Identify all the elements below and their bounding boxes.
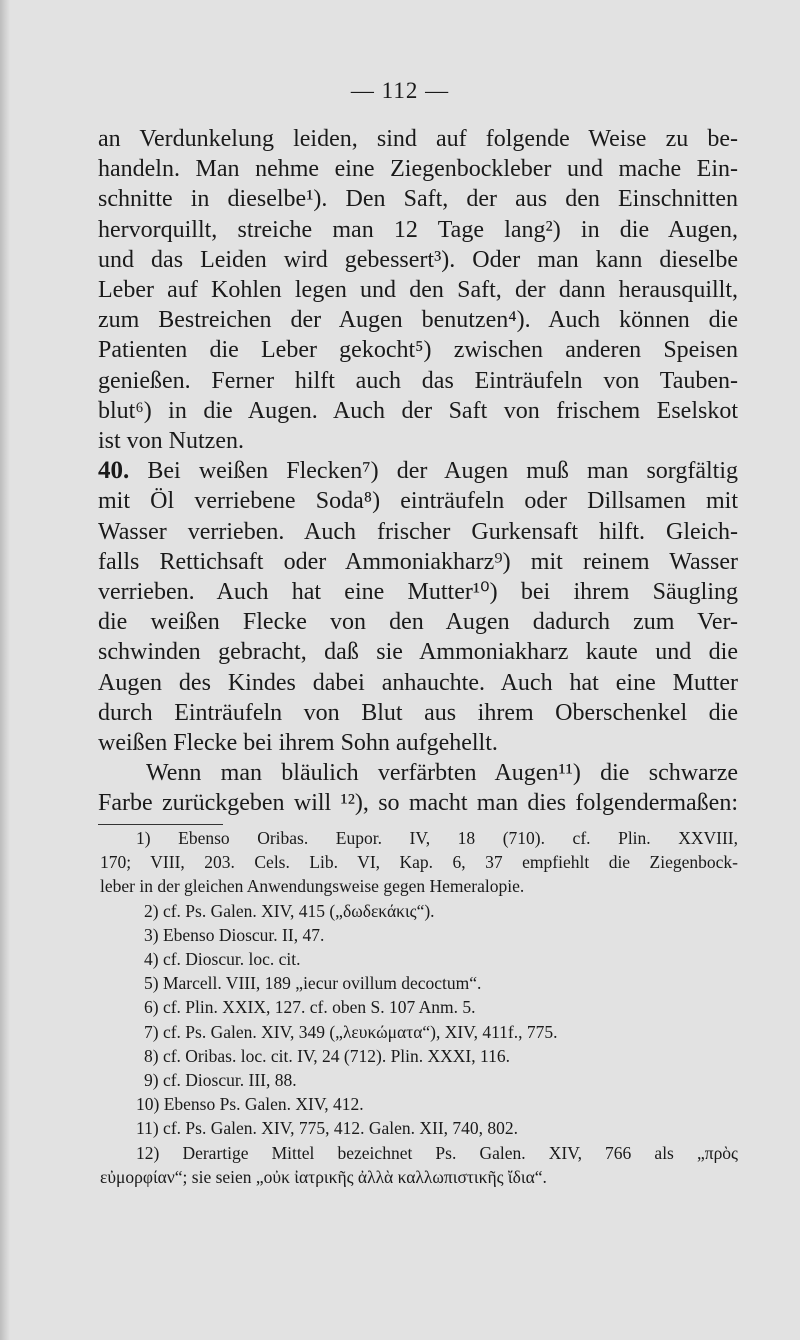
- footnote-continuation: leber in der gleichen Anwendungsweise gegen Hemeralopie.: [100, 876, 525, 897]
- text-line: Wenn man bläulich verfärbten Augen¹¹) die schwarze: [146, 760, 738, 787]
- text-line: verrieben. Auch hat eine Mutter¹⁰) bei ihrem Säugling: [98, 579, 738, 606]
- text-line: schnitte in dieselbe¹). Den Saft, der aus den Einschnitten: [98, 186, 738, 213]
- footnote: 5) Marcell. VIII, 189 „iecur ovillum decoctum“.: [144, 973, 482, 994]
- footnote: 10) Ebenso Ps. Galen. XIV, 412.: [136, 1094, 364, 1115]
- text-line: Farbe zurückgeben will ¹²), so macht man dies folgendermaßen:: [98, 790, 738, 817]
- footnote: 1) Ebenso Oribas. Eupor. IV, 18 (710). cf. Plin. XXVIII,: [136, 828, 738, 848]
- text-line: handeln. Man nehme eine Ziegenbockleber und mache Ein-: [98, 156, 738, 183]
- footnote: 9) cf. Dioscur. III, 88.: [144, 1070, 297, 1091]
- section-40-first-line: [98, 456, 738, 486]
- text-line: schwinden gebracht, daß sie Ammoniakharz kaute und die: [98, 639, 738, 666]
- page-number: — 112 —: [350, 78, 450, 103]
- text-line: hervorquillt, streiche man 12 Tage lang²) in die Augen,: [98, 216, 738, 243]
- footnote-rule: [98, 824, 223, 825]
- section-40-text: Bei weißen Flecken⁷) der Augen muß man sorgfältig: [147, 458, 738, 485]
- text-line: blut⁶) in die Augen. Auch der Saft von frischem Eselskot: [98, 397, 738, 424]
- text-line: Patienten die Leber gekocht⁵) zwischen anderen Speisen: [98, 337, 738, 364]
- text-line: mit Öl verriebene Soda⁸) einträufeln oder Dillsamen mit: [98, 488, 738, 515]
- footnote-continuation: 170; VIII, 203. Cels. Lib. VI, Kap. 6, 37 empfiehlt die Ziegenbock-: [100, 852, 738, 873]
- text-line: durch Einträufeln von Blut aus ihrem Oberschenkel die: [98, 699, 738, 726]
- main-text: [98, 124, 738, 819]
- text-line: und das Leiden wird gebessert³). Oder man kann dieselbe: [98, 246, 738, 273]
- footnote: 2) cf. Ps. Galen. XIV, 415 („δωδεκάκις“).: [144, 900, 435, 921]
- footnote: 3) Ebenso Dioscur. II, 47.: [144, 924, 325, 945]
- text-line: an Verdunkelung leiden, sind auf folgende Weise zu be-: [98, 126, 738, 152]
- text-line: falls Rettichsaft oder Ammoniakharz⁹) mit reinem Wasser: [98, 548, 738, 575]
- text-line: ist von Nutzen.: [98, 428, 244, 455]
- text-line: zum Bestreichen der Augen benutzen⁴). Auch können die: [98, 307, 738, 334]
- footnote: 12) Derartige Mittel bezeichnet Ps. Galen. XIV, 766 als „πρὸς: [136, 1142, 738, 1163]
- footnote: 4) cf. Dioscur. loc. cit.: [144, 949, 301, 970]
- footnotes: [100, 826, 738, 1189]
- text-line: Augen des Kindes dabei anhauchte. Auch hat eine Mutter: [98, 669, 738, 696]
- footnote: 7) cf. Ps. Galen. XIV, 349 („λευκώματα“), XIV, 411f., 775.: [144, 1021, 558, 1042]
- text-line: genießen. Ferner hilft auch das Einträufeln von Tauben-: [98, 367, 738, 394]
- text-line: weißen Flecke bei ihrem Sohn aufgehellt.: [98, 730, 498, 757]
- footnote-continuation: εὐμορφίαν“; sie seien „οὐκ ἰατρικῆς ἀλλὰ καλλωπιστικῆς ἴδια“.: [100, 1166, 547, 1187]
- section-number: 40.: [98, 457, 130, 485]
- footnote: 11) cf. Ps. Galen. XIV, 775, 412. Galen. XII, 740, 802.: [136, 1118, 519, 1139]
- footnote: 8) cf. Oribas. loc. cit. IV, 24 (712). Plin. XXXI, 116.: [144, 1045, 510, 1066]
- footnote: 6) cf. Plin. XXIX, 127. cf. oben S. 107 Anm. 5.: [144, 997, 476, 1018]
- text-line: Leber auf Kohlen legen und den Saft, der dann herausquillt,: [98, 277, 738, 304]
- text-line: Wasser verrieben. Auch frischer Gurkensaft hilft. Gleich-: [98, 518, 738, 545]
- text-line: die weißen Flecke von den Augen dadurch zum Ver-: [98, 609, 738, 636]
